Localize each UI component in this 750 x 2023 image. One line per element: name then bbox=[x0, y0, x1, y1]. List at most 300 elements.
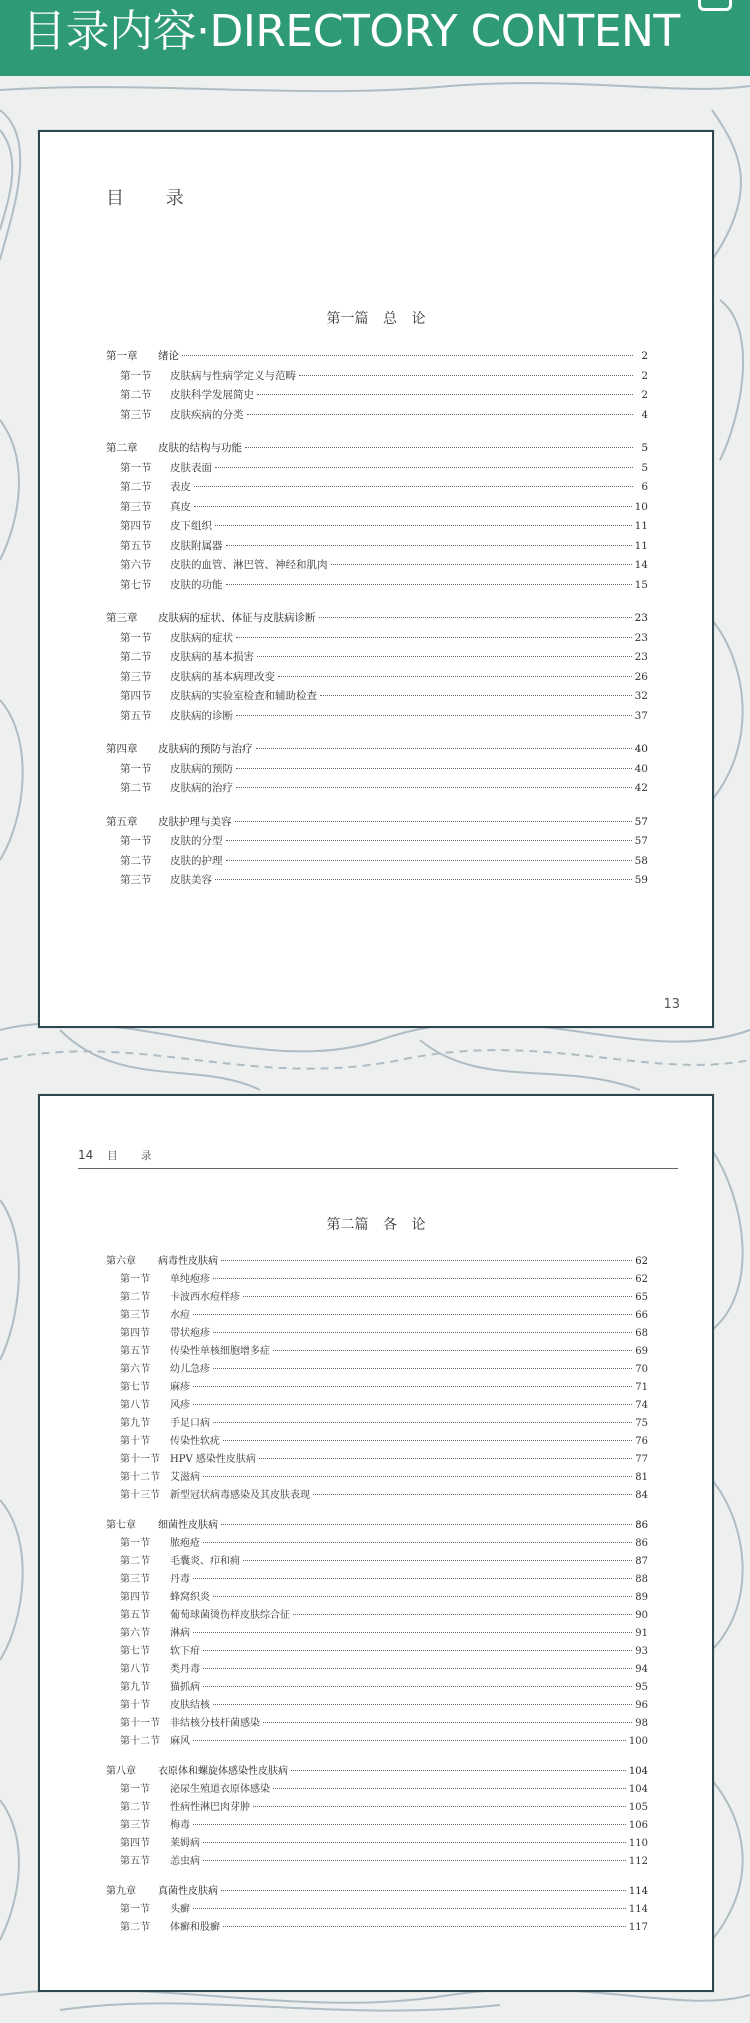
section-title: 表皮 bbox=[170, 481, 191, 493]
section-title: 恙虫病 bbox=[170, 1856, 200, 1867]
section-title: 丹毒 bbox=[170, 1574, 190, 1585]
section-row bbox=[106, 368, 648, 388]
chapter-label bbox=[106, 610, 316, 625]
section-row bbox=[106, 853, 648, 873]
section-label bbox=[120, 1606, 290, 1621]
section-row bbox=[106, 1918, 648, 1936]
section-page: 75 bbox=[635, 1418, 648, 1429]
section-row bbox=[106, 1486, 648, 1504]
section-label bbox=[120, 1834, 200, 1849]
section-number: 第一节 bbox=[120, 369, 152, 382]
section-page: 88 bbox=[635, 1574, 648, 1585]
section-number: 第八节 bbox=[120, 1400, 150, 1411]
dot-leader bbox=[253, 1806, 626, 1807]
section-title: 手足口病 bbox=[170, 1418, 210, 1429]
section-page: 89 bbox=[635, 1592, 648, 1603]
chapter-page: 57 bbox=[634, 815, 648, 828]
section-page: 98 bbox=[635, 1718, 648, 1729]
dot-leader bbox=[223, 1440, 632, 1441]
section-row bbox=[106, 872, 648, 892]
section-label bbox=[120, 557, 328, 572]
section-title: 皮肤结核 bbox=[170, 1700, 210, 1711]
section-title: 非结核分枝杆菌感染 bbox=[170, 1718, 260, 1729]
section-number: 第三节 bbox=[120, 500, 152, 513]
dot-leader bbox=[203, 1476, 632, 1477]
section-number: 第五节 bbox=[120, 539, 152, 552]
dot-leader bbox=[213, 1278, 632, 1279]
section-page: 66 bbox=[635, 1310, 648, 1321]
dot-leader bbox=[213, 1368, 632, 1369]
section-number: 第六节 bbox=[120, 1628, 150, 1639]
dot-leader bbox=[226, 840, 632, 841]
chapter-title: 细菌性皮肤病 bbox=[158, 1520, 218, 1531]
section-page: 77 bbox=[635, 1454, 648, 1465]
corner-decoration bbox=[698, 0, 732, 11]
dot-leader bbox=[226, 545, 632, 546]
section-page: 114 bbox=[628, 1904, 648, 1915]
dot-leader bbox=[193, 1632, 632, 1633]
section-label bbox=[120, 1714, 260, 1729]
section-label bbox=[120, 499, 191, 514]
section-number: 第十一节 bbox=[120, 1718, 160, 1729]
section-label bbox=[120, 872, 212, 887]
section-row bbox=[106, 557, 648, 577]
section-page: 110 bbox=[628, 1838, 648, 1849]
chapter-page: 5 bbox=[641, 442, 648, 454]
chapter-row bbox=[106, 348, 648, 368]
dot-leader bbox=[182, 355, 633, 356]
section-title: 幼儿急疹 bbox=[170, 1364, 210, 1375]
section-label bbox=[120, 1660, 200, 1675]
section-label bbox=[120, 1342, 270, 1357]
header-banner bbox=[0, 0, 750, 76]
section-row bbox=[106, 1432, 648, 1450]
section-title: 脓疱疮 bbox=[170, 1538, 200, 1549]
section-row bbox=[106, 688, 648, 708]
dot-leader bbox=[215, 525, 632, 526]
chapter-label bbox=[106, 1516, 218, 1531]
dot-leader bbox=[213, 1704, 632, 1705]
section-row bbox=[106, 1414, 648, 1432]
dot-leader bbox=[236, 637, 632, 638]
section-title: 新型冠状病毒感染及其皮肤表现 bbox=[170, 1490, 310, 1501]
dot-leader bbox=[236, 787, 632, 788]
chapter-row bbox=[106, 1516, 648, 1534]
section-row bbox=[106, 1396, 648, 1414]
section-row bbox=[106, 577, 648, 597]
dot-leader bbox=[203, 1860, 626, 1861]
dot-leader bbox=[319, 617, 632, 618]
section-title: 类丹毒 bbox=[170, 1664, 200, 1675]
dot-leader bbox=[245, 447, 633, 448]
section-title: 皮肤病的治疗 bbox=[170, 782, 233, 794]
chapter-page: 114 bbox=[628, 1886, 648, 1897]
section-label bbox=[120, 1798, 250, 1813]
section-title: 皮肤科学发展简史 bbox=[170, 389, 254, 401]
section-label bbox=[120, 1900, 190, 1915]
section-page: 94 bbox=[635, 1664, 648, 1675]
section-row bbox=[106, 780, 648, 800]
toc-page-1 bbox=[38, 130, 714, 1028]
dot-leader bbox=[263, 1722, 632, 1723]
section-number: 第一节 bbox=[120, 461, 152, 474]
chapter-title: 病毒性皮肤病 bbox=[158, 1256, 218, 1267]
section-title: HPV 感染性皮肤病 bbox=[170, 1454, 256, 1465]
chapter-number: 第一章 bbox=[106, 350, 138, 362]
section-number: 第十一节 bbox=[120, 1454, 160, 1465]
section-row bbox=[106, 1570, 648, 1588]
section-number: 第三节 bbox=[120, 408, 152, 421]
section-row bbox=[106, 1642, 648, 1660]
section-label bbox=[120, 479, 191, 494]
section-number: 第二节 bbox=[120, 1922, 150, 1933]
section-page: 59 bbox=[634, 874, 648, 886]
section-page: 37 bbox=[634, 709, 648, 722]
section-row bbox=[106, 1534, 648, 1552]
dot-leader bbox=[299, 375, 633, 376]
section-row bbox=[106, 1270, 648, 1288]
section-label bbox=[120, 669, 275, 684]
chapter-title: 皮肤的结构与功能 bbox=[158, 442, 242, 454]
section-page: 58 bbox=[634, 854, 648, 867]
section-page: 81 bbox=[635, 1472, 648, 1483]
section-page: 23 bbox=[634, 651, 648, 663]
running-head-page-number: 14 bbox=[78, 1148, 94, 1162]
section-title: 皮肤病的预防 bbox=[170, 762, 233, 775]
section-row bbox=[106, 1834, 648, 1852]
section-number: 第二节 bbox=[120, 1802, 150, 1813]
dot-leader bbox=[221, 1524, 632, 1525]
section-number: 第一节 bbox=[120, 762, 152, 775]
section-row bbox=[106, 518, 648, 538]
dot-leader bbox=[247, 414, 634, 415]
section-title: 单纯疱疹 bbox=[170, 1274, 210, 1285]
section-title: 皮肤病的诊断 bbox=[170, 709, 233, 722]
dot-leader bbox=[193, 1386, 632, 1387]
section-row bbox=[106, 1780, 648, 1798]
section-label bbox=[120, 1534, 200, 1549]
dot-leader bbox=[203, 1686, 632, 1687]
section-number: 第三节 bbox=[120, 1310, 150, 1321]
section-page: 87 bbox=[635, 1556, 648, 1567]
dot-leader bbox=[194, 486, 633, 487]
section-row bbox=[106, 1678, 648, 1696]
dot-leader bbox=[236, 768, 632, 769]
section-number: 第四节 bbox=[120, 520, 152, 532]
section-number: 第五节 bbox=[120, 1346, 150, 1357]
section-row bbox=[106, 1588, 648, 1606]
section-page: 70 bbox=[635, 1364, 648, 1375]
section-page: 68 bbox=[635, 1328, 648, 1339]
section-number: 第十节 bbox=[120, 1436, 150, 1447]
section-label bbox=[120, 1306, 190, 1321]
section-label bbox=[120, 1288, 240, 1303]
section-row bbox=[106, 669, 648, 689]
section-row bbox=[106, 538, 648, 558]
section-page: 11 bbox=[634, 539, 648, 552]
section-label bbox=[120, 1432, 220, 1447]
chapter-row bbox=[106, 440, 648, 460]
section-page: 2 bbox=[641, 389, 648, 401]
section-page: 93 bbox=[635, 1646, 648, 1657]
section-row bbox=[106, 1624, 648, 1642]
dot-leader bbox=[203, 1668, 632, 1669]
section-label bbox=[120, 518, 212, 533]
section-page: 23 bbox=[634, 631, 648, 644]
section-page: 74 bbox=[635, 1400, 648, 1411]
section-number: 第一节 bbox=[120, 1784, 150, 1795]
section-number: 第四节 bbox=[120, 1592, 150, 1603]
section-page: 86 bbox=[635, 1538, 648, 1549]
dot-leader bbox=[273, 1788, 626, 1789]
chapter-row bbox=[106, 610, 648, 630]
section-title: 葡萄球菌烫伤样皮肤综合征 bbox=[170, 1610, 290, 1621]
section-page: 117 bbox=[628, 1922, 648, 1933]
dot-leader bbox=[193, 1740, 626, 1741]
section-number: 第二节 bbox=[120, 481, 152, 493]
section-label bbox=[120, 630, 233, 645]
section-title: 皮肤的护理 bbox=[170, 854, 223, 867]
chapter-row bbox=[106, 1252, 648, 1270]
dot-leader bbox=[226, 584, 632, 585]
part-title: 第二篇 各 论 bbox=[326, 1217, 426, 1233]
dot-leader bbox=[203, 1650, 632, 1651]
dot-leader bbox=[257, 394, 633, 395]
dot-leader bbox=[203, 1542, 632, 1543]
section-title: 蜂窝织炎 bbox=[170, 1592, 210, 1603]
section-title: 艾滋病 bbox=[170, 1472, 200, 1483]
section-row bbox=[106, 1342, 648, 1360]
section-label bbox=[120, 368, 296, 383]
section-row bbox=[106, 1324, 648, 1342]
section-row bbox=[106, 630, 648, 650]
section-label bbox=[120, 538, 223, 553]
section-title: 梅毒 bbox=[170, 1820, 190, 1831]
section-row bbox=[106, 1450, 648, 1468]
chapter-number: 第六章 bbox=[106, 1256, 136, 1267]
dot-leader bbox=[293, 1614, 632, 1615]
section-title: 莱姆病 bbox=[170, 1838, 200, 1849]
section-title: 猫抓病 bbox=[170, 1682, 200, 1693]
section-label bbox=[120, 1678, 200, 1693]
chapter-number: 第八章 bbox=[106, 1766, 136, 1777]
section-row bbox=[106, 1606, 648, 1624]
section-page: 76 bbox=[635, 1436, 648, 1447]
section-title: 带状疱疹 bbox=[170, 1328, 210, 1339]
section-title: 皮肤病的基本病理改变 bbox=[170, 670, 275, 683]
chapter-title: 皮肤病的症状、体征与皮肤病诊断 bbox=[158, 612, 316, 624]
dot-leader bbox=[259, 1458, 632, 1459]
toc-page-2 bbox=[38, 1094, 714, 1992]
section-number: 第五节 bbox=[120, 1610, 150, 1621]
section-label bbox=[120, 1486, 310, 1501]
dot-leader bbox=[257, 656, 632, 657]
section-row bbox=[106, 1288, 648, 1306]
section-page: 6 bbox=[641, 481, 648, 493]
section-number: 第二节 bbox=[120, 389, 152, 401]
dot-leader bbox=[215, 879, 632, 880]
section-row bbox=[106, 833, 648, 853]
section-title: 体癣和股癣 bbox=[170, 1922, 220, 1933]
section-label bbox=[120, 761, 233, 776]
section-number: 第一节 bbox=[120, 1274, 150, 1285]
chapter-page: 104 bbox=[628, 1766, 648, 1777]
dot-leader bbox=[331, 564, 632, 565]
section-label bbox=[120, 1918, 220, 1933]
section-label bbox=[120, 1732, 190, 1747]
section-label bbox=[120, 407, 244, 422]
dot-leader bbox=[256, 748, 632, 749]
dot-leader bbox=[221, 1260, 632, 1261]
chapter-row bbox=[106, 1762, 648, 1780]
section-title: 麻疹 bbox=[170, 1382, 190, 1393]
banner-title: 目录内容·DIRECTORY CONTENT bbox=[22, 6, 680, 57]
dot-leader bbox=[213, 1596, 632, 1597]
section-row bbox=[106, 1696, 648, 1714]
chapter-title: 皮肤护理与美容 bbox=[158, 815, 232, 828]
section-title: 皮肤病与性病学定义与范畴 bbox=[170, 369, 296, 382]
section-page: 14 bbox=[634, 559, 648, 571]
section-page: 42 bbox=[634, 782, 648, 794]
section-number: 第二节 bbox=[120, 1556, 150, 1567]
section-number: 第九节 bbox=[120, 1418, 150, 1429]
section-number: 第三节 bbox=[120, 1820, 150, 1831]
section-label bbox=[120, 1324, 210, 1339]
section-label bbox=[120, 1378, 190, 1393]
dot-leader bbox=[273, 1350, 632, 1351]
chapter-page: 62 bbox=[635, 1256, 648, 1267]
section-label bbox=[120, 708, 233, 723]
section-title: 水痘 bbox=[170, 1310, 190, 1321]
section-title: 真皮 bbox=[170, 500, 191, 513]
section-number: 第三节 bbox=[120, 1574, 150, 1585]
toc-list bbox=[106, 1252, 648, 1936]
section-label bbox=[120, 1696, 210, 1711]
chapter-title: 衣原体和螺旋体感染性皮肤病 bbox=[158, 1766, 288, 1777]
chapter-label bbox=[106, 1882, 218, 1897]
section-label bbox=[120, 1852, 200, 1867]
section-page: 105 bbox=[628, 1802, 648, 1813]
section-number: 第四节 bbox=[120, 1328, 150, 1339]
dot-leader bbox=[213, 1422, 632, 1423]
section-number: 第二节 bbox=[120, 651, 152, 663]
section-page: 100 bbox=[628, 1736, 648, 1747]
chapter-label bbox=[106, 440, 242, 455]
dot-leader bbox=[215, 467, 633, 468]
section-title: 皮肤附属器 bbox=[170, 539, 223, 552]
section-label bbox=[120, 688, 317, 703]
section-number: 第十三节 bbox=[120, 1490, 160, 1501]
section-page: 57 bbox=[634, 835, 648, 847]
section-label bbox=[120, 460, 212, 475]
section-label bbox=[120, 1270, 210, 1285]
section-label bbox=[120, 649, 254, 664]
section-row bbox=[106, 1900, 648, 1918]
chapter-number: 第二章 bbox=[106, 442, 138, 454]
section-title: 皮肤表面 bbox=[170, 461, 212, 474]
chapter-number: 第五章 bbox=[106, 815, 138, 828]
section-label bbox=[120, 1450, 256, 1465]
chapter-label bbox=[106, 741, 253, 756]
section-label bbox=[120, 1624, 190, 1639]
section-page: 112 bbox=[628, 1856, 648, 1867]
chapter-number: 第四章 bbox=[106, 743, 138, 755]
section-number: 第一节 bbox=[120, 1904, 150, 1915]
section-row bbox=[106, 460, 648, 480]
dot-leader bbox=[243, 1296, 632, 1297]
section-number: 第三节 bbox=[120, 670, 152, 683]
section-row bbox=[106, 1714, 648, 1732]
section-title: 软下疳 bbox=[170, 1646, 200, 1657]
section-number: 第八节 bbox=[120, 1664, 150, 1675]
section-page: 104 bbox=[628, 1784, 648, 1795]
dot-leader bbox=[243, 1560, 632, 1561]
section-page: 90 bbox=[635, 1610, 648, 1621]
section-row bbox=[106, 499, 648, 519]
section-title: 毛囊炎、疖和痈 bbox=[170, 1556, 240, 1567]
section-title: 皮肤病的症状 bbox=[170, 631, 233, 644]
section-number: 第九节 bbox=[120, 1682, 150, 1693]
section-label bbox=[120, 1588, 210, 1603]
section-page: 106 bbox=[628, 1820, 648, 1831]
section-title: 皮肤的血管、淋巴管、神经和肌肉 bbox=[170, 559, 328, 571]
section-title: 麻风 bbox=[170, 1736, 190, 1747]
section-title: 皮肤的功能 bbox=[170, 578, 223, 591]
section-row bbox=[106, 1552, 648, 1570]
dot-leader bbox=[291, 1770, 626, 1771]
section-row bbox=[106, 761, 648, 781]
section-page: 95 bbox=[635, 1682, 648, 1693]
section-row bbox=[106, 1660, 648, 1678]
section-row bbox=[106, 1732, 648, 1750]
section-page: 91 bbox=[635, 1628, 648, 1639]
dot-leader bbox=[235, 821, 632, 822]
section-title: 卡波西水痘样疹 bbox=[170, 1292, 240, 1303]
section-number: 第一节 bbox=[120, 1538, 150, 1549]
section-title: 皮肤美容 bbox=[170, 874, 212, 886]
section-label bbox=[120, 1360, 210, 1375]
section-title: 风疹 bbox=[170, 1400, 190, 1411]
section-label bbox=[120, 1396, 190, 1411]
chapter-row bbox=[106, 814, 648, 834]
section-label bbox=[120, 1468, 200, 1483]
chapter-label bbox=[106, 1252, 218, 1267]
section-number: 第七节 bbox=[120, 578, 152, 591]
section-page: 4 bbox=[641, 408, 648, 421]
section-row bbox=[106, 1360, 648, 1378]
section-page: 40 bbox=[634, 762, 648, 775]
section-number: 第一节 bbox=[120, 835, 152, 847]
section-number: 第七节 bbox=[120, 1382, 150, 1393]
dot-leader bbox=[213, 1332, 632, 1333]
section-row bbox=[106, 1468, 648, 1486]
section-label bbox=[120, 387, 254, 402]
section-page: 15 bbox=[634, 578, 648, 591]
page-number: 13 bbox=[663, 997, 680, 1012]
section-row bbox=[106, 479, 648, 499]
dot-leader bbox=[221, 1890, 626, 1891]
section-number: 第四节 bbox=[120, 1838, 150, 1849]
section-label bbox=[120, 1816, 190, 1831]
section-row bbox=[106, 708, 648, 728]
section-row bbox=[106, 1798, 648, 1816]
dot-leader bbox=[193, 1578, 632, 1579]
section-page: 62 bbox=[635, 1274, 648, 1285]
dot-leader bbox=[226, 860, 632, 861]
section-page: 26 bbox=[634, 670, 648, 683]
section-row bbox=[106, 387, 648, 407]
dot-leader bbox=[203, 1842, 626, 1843]
